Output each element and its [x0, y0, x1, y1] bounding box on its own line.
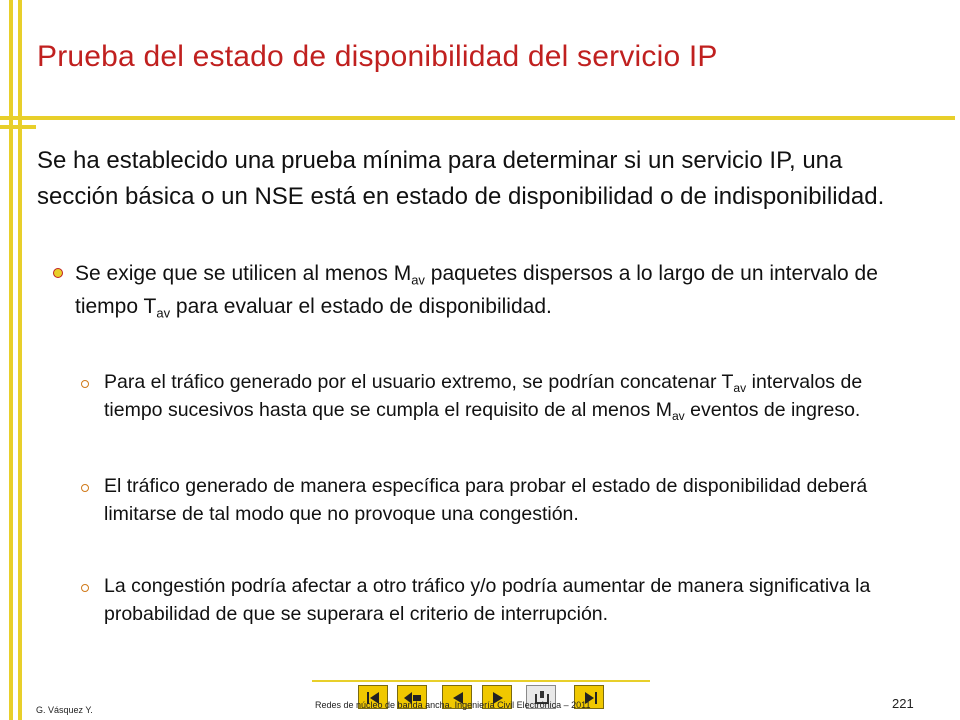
- slide-title: Prueba del estado de disponibilidad del servicio IP: [37, 40, 718, 73]
- author-label: G. Vásquez Y.: [36, 705, 93, 715]
- sub-bullet-icon: [81, 584, 89, 592]
- bullet-icon: [53, 268, 63, 278]
- frame-horizontal-line: [0, 125, 36, 129]
- frame-horizontal-line: [0, 116, 955, 120]
- sub-bullet-icon: [81, 380, 89, 388]
- frame-vertical-line: [9, 0, 13, 720]
- course-label: Redes de núcleo de banda ancha. Ingeniería Civil Electrónica – 2011: [315, 700, 591, 710]
- sub-bullet-text: El tráfico generado de manera específica para probar el estado de disponibilidad deberá limitarse de tal modo que no provoque una congestión.: [104, 475, 868, 525]
- frame-vertical-line: [18, 0, 22, 720]
- footer-rule: [312, 680, 650, 682]
- sub-bullet-text: La congestión podría afectar a otro tráfico y/o podría aumentar de manera significativa la probabilidad de que se superara el criterio de interrupción.: [104, 575, 871, 625]
- sub-bullet-icon: [81, 484, 89, 492]
- sub-bullet-text: Para el tráfico generado por el usuario extremo, se podrían concatenar $T_{av}$ intervalos de tiempo sucesivos hasta que se cumpla el requisito de al menos $M_{av}$ eventos de ingreso.: [104, 371, 863, 424]
- bullet-text: Se exige que se utilicen al menos $M_{av}$ paquetes dispersos a lo largo de un intervalo de tiempo $T_{av}$ para evaluar el estado de disponibilidad.: [75, 262, 878, 321]
- page-number: 221: [892, 696, 914, 711]
- intro-paragraph: Se ha establecido una prueba mínima para determinar si un servicio IP, una sección básica o un NSE está en estado de disponibilidad o de indisponibilidad.: [37, 147, 885, 210]
